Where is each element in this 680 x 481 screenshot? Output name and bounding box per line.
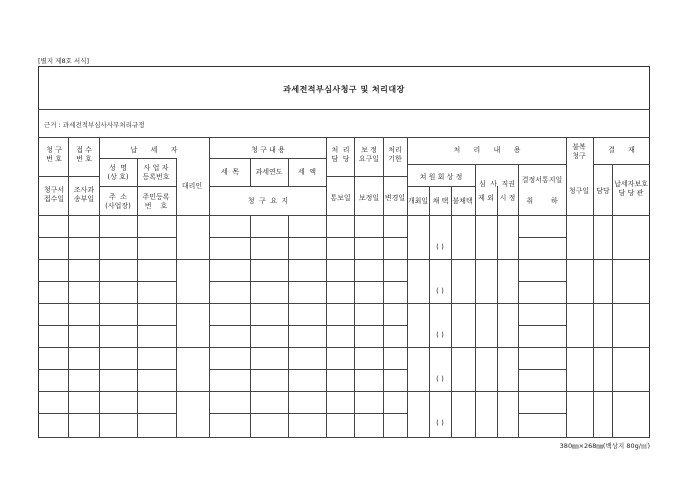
grid-line (38, 413, 176, 414)
committee-mark: ( ) (436, 419, 444, 427)
grid-line (519, 369, 566, 370)
grid-line (38, 391, 650, 392)
paper-spec: 380㎜×268㎜(백상지 80g/㎡) (559, 442, 650, 450)
grid-line (99, 137, 100, 437)
grid-line (519, 237, 566, 238)
committee-mark: ( ) (436, 375, 444, 383)
header-officer: 납세자보호 담 당 관 (614, 180, 648, 197)
grid-line (593, 137, 594, 437)
header-held-date: 개최일 (407, 197, 429, 205)
grid-line (326, 176, 407, 177)
grid-line (38, 215, 650, 216)
grid-line (407, 164, 566, 165)
header-manager: 담당 (596, 187, 610, 195)
header-correction: 시 정 (499, 194, 516, 202)
header-withdraw: 취 하 (526, 197, 558, 205)
header-objection-date: 청구일 (568, 187, 590, 195)
grid-line (354, 137, 355, 437)
grid-line (326, 137, 327, 437)
header-supplement-req: 보 정 요구일 (358, 146, 380, 163)
grid-line (38, 303, 650, 304)
grid-line (210, 281, 407, 282)
grid-line (612, 164, 613, 437)
header-notice-date: 통보일 (330, 194, 351, 202)
header-supplement-date: 보정일 (358, 194, 380, 202)
grid-line (38, 109, 650, 110)
header-request-no: 청 구 번 호 (46, 146, 62, 163)
header-decision-notice: 결정서통지일 (521, 176, 563, 184)
header-exam-right: 심 사 직권 (479, 180, 515, 188)
grid-line (288, 215, 289, 437)
committee-mark: ( ) (436, 331, 444, 339)
grid-line (407, 186, 475, 187)
grid-line (210, 158, 326, 159)
grid-line (451, 186, 452, 437)
legal-basis: 근거 : 과세전적부심사사무처리규정 (44, 121, 145, 129)
grid-line (519, 281, 566, 282)
grid-line (38, 325, 176, 326)
grid-line (566, 137, 567, 437)
header-request-date: 청구서 접수일 (43, 186, 65, 203)
header-tax-item: 세 목 (221, 168, 239, 176)
grid-line (210, 369, 407, 370)
header-request-content: 청 구 내 용 (251, 146, 285, 154)
grid-line (210, 237, 407, 238)
grid-line (407, 137, 408, 437)
header-address: 주 소 (사업장) (105, 193, 131, 210)
grid-line (100, 186, 176, 187)
grid-line (100, 158, 176, 159)
header-review-sent: 조사과 송부일 (73, 186, 95, 203)
grid-line (210, 325, 407, 326)
grid-line (475, 164, 476, 437)
header-resident-no: 주민등록 번 호 (142, 193, 170, 210)
grid-line (38, 347, 650, 348)
committee-mark: ( ) (436, 287, 444, 295)
grid-line (38, 437, 650, 438)
grid-line (519, 413, 566, 414)
grid-line (38, 281, 176, 282)
header-biz-reg-no: 사 업 자 등록번호 (142, 164, 170, 181)
header-process-content: 처 리 내 용 (453, 146, 521, 154)
header-adopted: 채 택 (432, 197, 449, 205)
header-request-gist: 청 구 요 지 (247, 197, 289, 205)
header-tax-amount: 세 액 (298, 168, 316, 176)
grid-line (38, 369, 176, 370)
committee-mark: ( ) (436, 243, 444, 251)
grid-line (497, 186, 498, 437)
grid-line (383, 137, 384, 437)
grid-line (176, 158, 177, 437)
page-title: 과세전적부심사청구 및 처리대장 (283, 85, 405, 94)
grid-line (38, 176, 100, 177)
grid-line (209, 137, 210, 437)
header-objection: 불복 청구 (572, 143, 586, 160)
grid-line (210, 413, 407, 414)
header-receipt-no: 접 수 번 호 (76, 146, 92, 163)
header-exclusion: 제 외 (478, 194, 494, 202)
header-name: 성 명 (상 호) (107, 164, 129, 181)
grid-line (250, 215, 251, 437)
grid-line (210, 186, 326, 187)
grid-line (519, 325, 566, 326)
header-approval: 결 재 (608, 146, 635, 154)
grid-line (594, 164, 650, 165)
header-processing: 처 리 담 당 (331, 146, 350, 163)
header-agent: 대리인 (181, 182, 203, 190)
form-label: [별지 제8호 서식] (38, 57, 90, 65)
grid-line (68, 137, 69, 437)
header-committee: 쳐 원 회 상 정 (419, 173, 463, 181)
grid-line (429, 186, 430, 437)
header-tax-year: 과세연도 (255, 168, 283, 176)
header-extension-date: 변경일 (384, 194, 406, 202)
header-taxpayer: 납 세 자 (130, 146, 178, 154)
grid-line (38, 137, 650, 138)
grid-line (38, 237, 176, 238)
header-rejected: 불채택 (452, 197, 473, 205)
header-proc-deadline: 처리 기한 (388, 146, 402, 163)
grid-line (38, 259, 650, 260)
